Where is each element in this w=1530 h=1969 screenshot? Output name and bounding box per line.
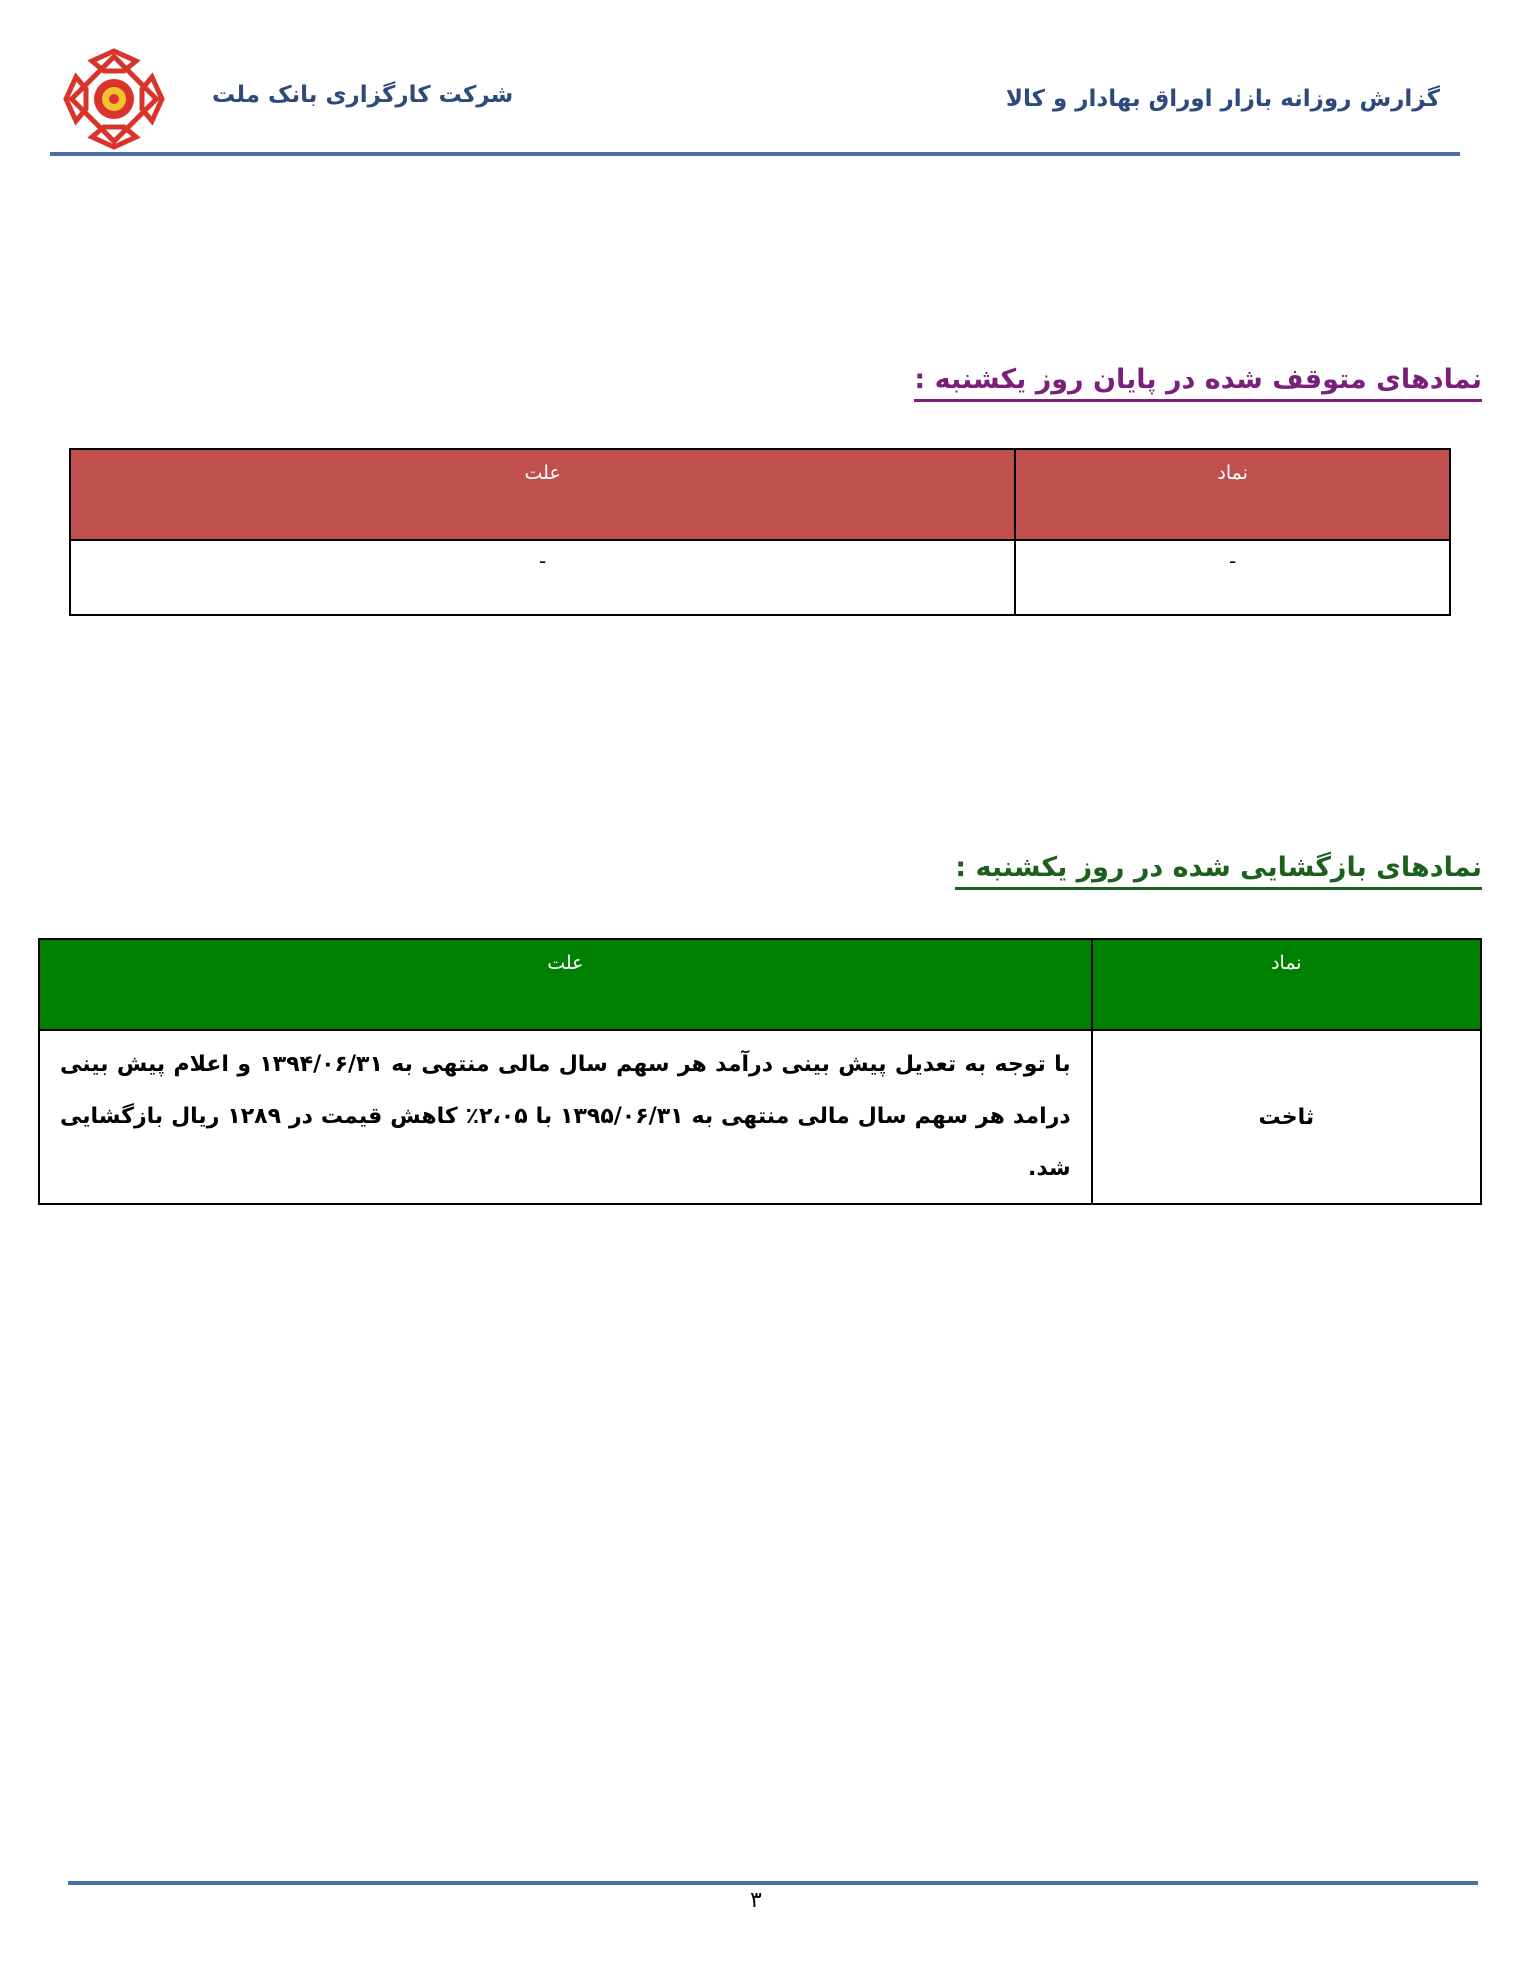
cell-reason: -: [70, 540, 1015, 615]
report-title: گزارش روزانه بازار اوراق بهادار و کالا: [1005, 86, 1440, 112]
halted-symbols-title: نمادهای متوقف شده در پایان روز یکشنبه :: [914, 364, 1482, 402]
halted-symbols-table: [69, 448, 1451, 616]
reopened-symbols-table: [38, 938, 1482, 1205]
column-header-symbol: نماد: [1092, 939, 1481, 1030]
table-header-row: [39, 939, 1481, 1030]
footer-divider: [68, 1881, 1478, 1885]
column-header-reason: علت: [39, 939, 1092, 1030]
page-number: ۳: [750, 1888, 762, 1913]
table-header-row: [70, 449, 1450, 540]
column-header-symbol: نماد: [1015, 449, 1450, 540]
bank-mellat-logo-icon: [62, 47, 166, 151]
table-row: [70, 540, 1450, 615]
table-row: [39, 1030, 1481, 1204]
cell-reason: با توجه به تعدیل پیش بینی درآمد هر سهم سال مالی منتهی به ۱۳۹۴/۰۶/۳۱ و اعلام پیش بینی درامد هر سهم سال مالی منتهی به ۱۳۹۵/۰۶/۳۱ با ۲،۰۵٪ کاهش قیمت در ۱۲۸۹ ریال بازگشایی شد.: [39, 1030, 1092, 1204]
cell-symbol: ثاخت: [1092, 1030, 1481, 1204]
column-header-reason: علت: [70, 449, 1015, 540]
reopened-symbols-title: نمادهای بازگشایی شده در روز یکشنبه :: [955, 852, 1482, 890]
cell-symbol: -: [1015, 540, 1450, 615]
header-divider: [50, 152, 1460, 156]
company-name: شرکت کارگزاری بانک ملت: [212, 82, 514, 108]
